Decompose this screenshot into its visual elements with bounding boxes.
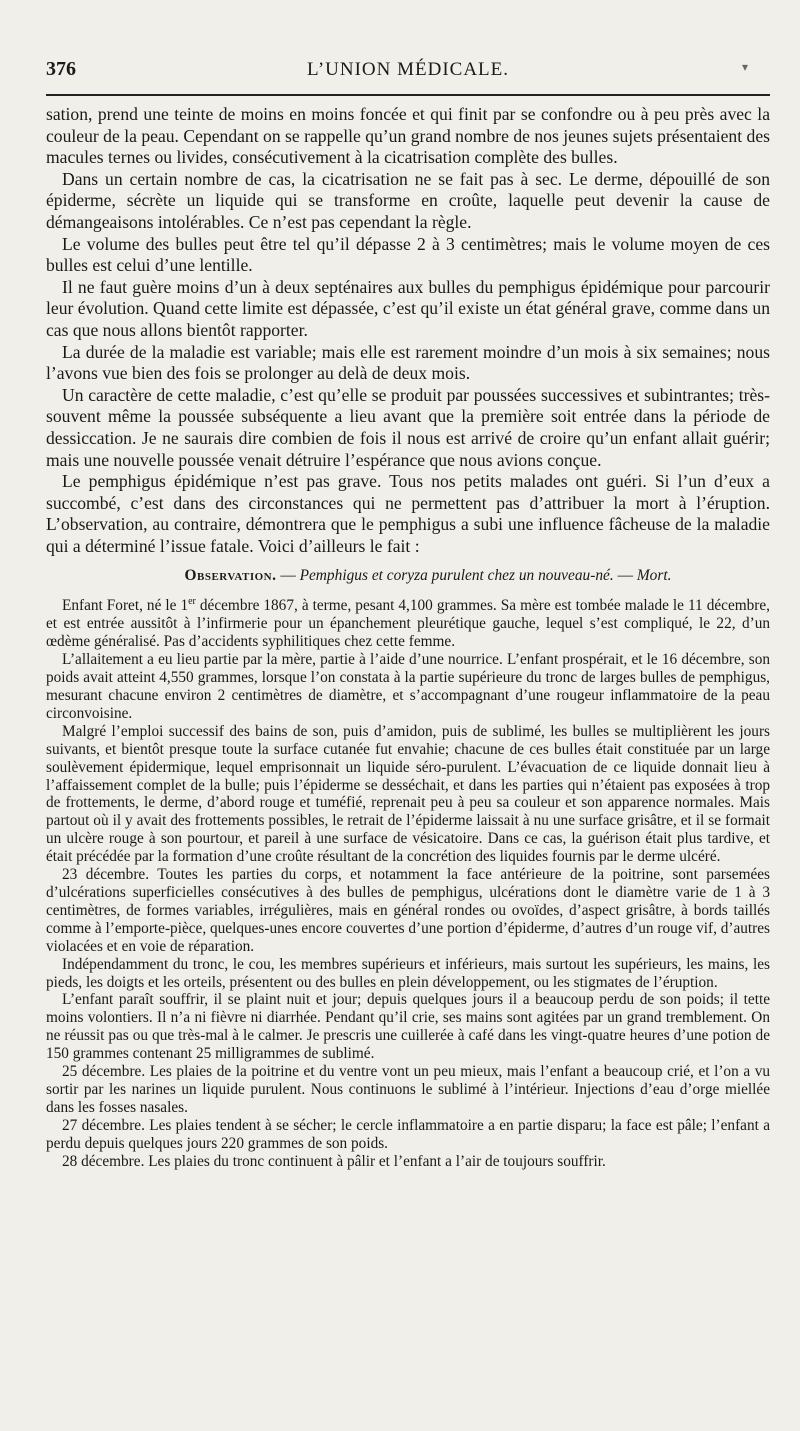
observation-heading [46,567,770,585]
observation-paragraph: 25 décembre. Les plaies de la poitrine et du ventre vont un peu mieux, mais l’enfant a beaucoup crié, et l’on a vu sortir par les narines un liquide purulent. Nous continuons le sublimé à l’intérieur. Injections d’eau d’orge miellée dans les fosses nasales. [46,1063,770,1116]
paragraph: Il ne faut guère moins d’un à deux septénaires aux bulles du pemphigus épidémique pour parcourir leur évolution. Quand cette limite est dépassée, c’est qu’il existe un état général grave, comme dans un cas que nous allons bientôt rapporter. [46,276,770,340]
header-rule [46,94,770,96]
observation-outcome: Mort. [636,567,672,585]
observation-paragraph: 28 décembre. Les plaies du tronc continuent à pâlir et l’enfant a l’air de toujours souffrir. [62,1152,606,1170]
observation-text [46,597,770,1170]
observation-title: Pemphigus et coryza purulent chez un nouveau-né. [299,567,614,585]
observation-dash: — [276,567,300,585]
obs-first-rest: décembre 1867, à terme, pesant 4,100 grammes. Sa mère est tombée malade le 11 décembre, et est entrée aussitôt à l’infirmerie pour un épanchement pleurétique gauche, lequel s’est compliqué, le 22, d’un œdème généralisé. Pas d’accidents syphilitiques chez cette femme. [46,597,770,651]
page-number: 376 [46,58,76,80]
observation-paragraph [46,597,770,651]
observation-paragraph: 27 décembre. Les plaies tendent à se sécher; le cercle inflammatoire a en partie disparu; la face est pâle; l’enfant a perdu depuis quelques jours 220 grammes de son poids. [46,1116,770,1152]
paragraph: Le volume des bulles peut être tel qu’il dépasse 2 à 3 centimètres; mais le volume moyen de ces bulles est celui d’une lentille. [46,233,770,276]
paragraph: Le pemphigus épidémique n’est pas grave. Tous nos petits malades ont guéri. Si l’un d’eux a succombé, c’est dans des circonstances qui ne permettent pas d’attribuer la mort à l’éruption. L’observation, au contraire, démontrera que le pemphigus a subi une influence fâcheuse de la maladie qui a déterminé l’issue fatale. Voici d’ailleurs le fait : [46,471,770,556]
observation-paragraph: Indépendamment du tronc, le cou, les membres supérieurs et inférieurs, mais surtout les supérieurs, les mains, les pieds, les doigts et les orteils, présentent ou des bulles en plein développement, ou les stigmates de l’éruption. [46,955,770,991]
paragraph: Un caractère de cette maladie, c’est qu’elle se produit par poussées successives et subintrantes; très-souvent même la poussée subséquente a lieu avant que la première soit entrée dans la période de dessiccation. Je ne saurais dire combien de fois il nous est arrivé de croire qu’un enfant allait guérir; mais une nouvelle poussée venait détruire l’espérance que nous avions conçue. [46,384,770,470]
paragraph: Dans un certain nombre de cas, la cicatrisation ne se fait pas à sec. Le derme, dépouillé de son épiderme, sécrète un liquide qui se transforme en croûte, laquelle peut devenir la cause de démangeaisons intolérables. Ce n’est pas cependant la règle. [46,168,770,232]
running-head: L’UNION MÉDICALE. [306,59,510,80]
main-text [46,104,770,557]
ordinal-superscript: er [188,596,196,608]
observation-paragraph: 23 décembre. Toutes les parties du corps, et notamment la face antérieure de la poitrine, sont parsemées d’ulcérations superficielles consécutives à des bulles de pemphigus, ulcérations dont le diamètre varie de 1 à 3 centimètres, de formes variables, irrégulières, mais en général rondes ou ovoïdes, d’aspect grisâtre, à bords taillés comme à l’emporte-pièce, quelques-unes encore couvertes d’une portion d’épiderme, d’autres d’un rouge vif, d’autres violacées et en voie de réparation. [46,866,770,955]
observation-paragraph: L’allaitement a eu lieu partie par la mère, partie à l’aide d’une nourrice. L’enfant prospérait, et le 16 décembre, son poids avait atteint 4,550 grammes, lorsque l’on constata à la partie supérieure du tronc de larges bulles de pemphigus, mesurant chacune environ 2 centimètres de diamètre, et s’accompagnant d’une rougeur inflammatoire de la peau circonvoisine. [46,651,770,722]
page-header [46,58,770,86]
obs-first-start: Enfant Foret, né le 1 [62,597,189,615]
paragraph: La durée de la maladie est variable; mais elle est rarement moindre d’un mois à six semaines; nous l’avons vue bien des fois se prolonger au delà de deux mois. [46,341,770,384]
observation-dash: — [613,567,637,585]
observation-paragraph: L’enfant paraît souffrir, il se plaint nuit et jour; depuis quelques jours il a beaucoup perdu de son poids; il tette moins volontiers. Il n’a ni fièvre ni diarrhée. Pendant qu’il crie, ses mains sont agitées par un grand tremblement. On ne réussit pas ou que très-mal à le calmer. Je prescris une cuillerée à café dans les vingt-quatre heures d’une potion de 150 grammes contenant 25 milligrammes de sublimé. [46,991,770,1063]
observation-label: Observation. [184,567,277,585]
paragraph: sation, prend une teinte de moins en moins foncée et qui finit par se confondre ou à peu près avec la couleur de la peau. Cependant on se rappelle qu’un grand nombre de nos jeunes sujets présentaient des macules ternes ou livides, consécutivement à la cicatrisation complète des bulles. [46,104,770,168]
observation-paragraph: Malgré l’emploi successif des bains de son, puis d’amidon, puis de sublimé, les bulles se multiplièrent les jours suivants, et bientôt presque toute la surface cutanée fut envahie; chacune de ces bulles était constituée par un large soulèvement épidermique, lequel emprisonnait un liquide séro-purulent. L’évacuation de ce liquide donnait lieu à l’affaissement complet de la bulle; puis l’épiderme se desséchait, et dans les parties qui n’étaient pas exposées à trop de frottements, le derme, d’abord rouge et tuméfié, reprenait peu à peu sa couleur et son apparence normales. Mais partout où il y avait des frottements possibles, le retrait de l’épiderme laissait à nu une surface grisâtre, et il se formait un ulcère rouge à son pourtour, et pareil à une surface de vésicatoire. Dans ce cas, la guérison était plus tardive, et était précédée par la formation d’une croûte résultant de la concrétion des liquides fournis par le derme ulcéré. [46,722,770,866]
ink-speck: ▾ [741,60,748,74]
